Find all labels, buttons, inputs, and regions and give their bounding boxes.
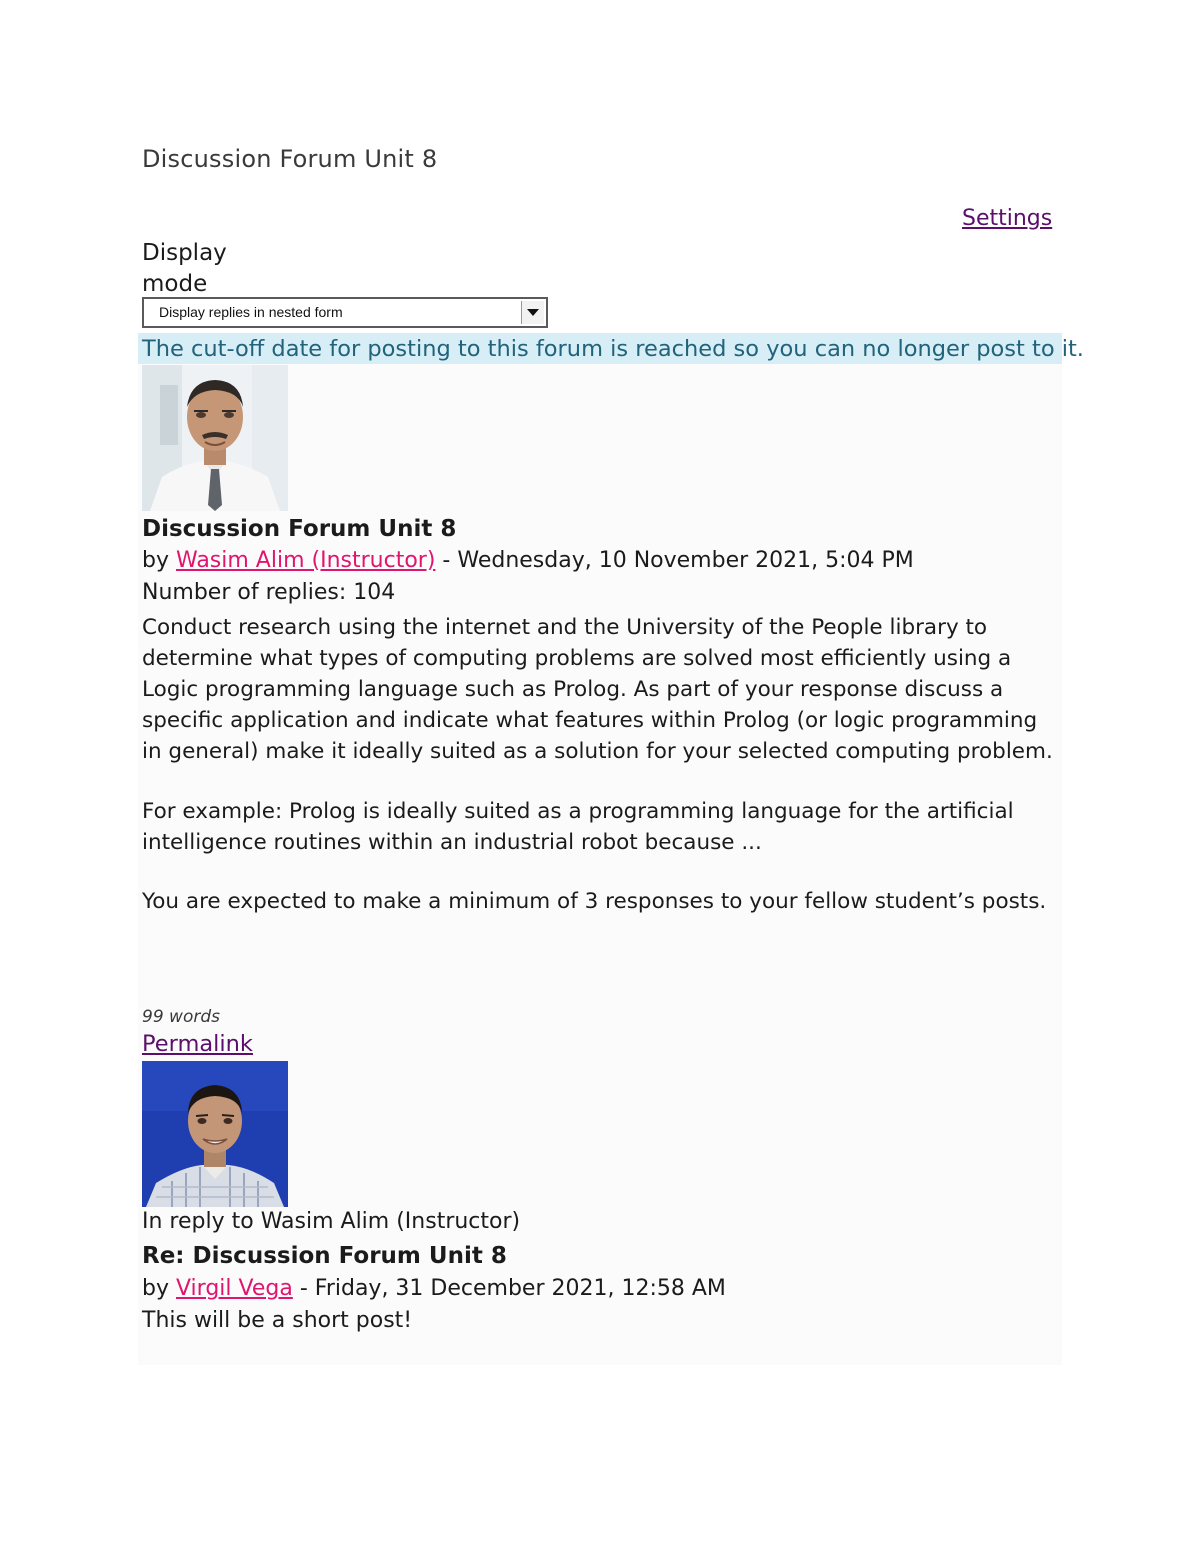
reply-title: Re: Discussion Forum Unit 8 bbox=[142, 1243, 507, 1269]
by-prefix: by bbox=[142, 1276, 176, 1301]
chevron-down-icon bbox=[527, 309, 539, 316]
post-body-paragraph: You are expected to make a minimum of 3 responses to your fellow student’s posts. bbox=[142, 889, 1047, 914]
student-avatar bbox=[142, 1061, 288, 1207]
date-separator: - bbox=[435, 548, 458, 573]
reply-body: This will be a short post! bbox=[142, 1308, 413, 1333]
page-title: Discussion Forum Unit 8 bbox=[142, 145, 438, 173]
reply-byline bbox=[142, 1276, 726, 1301]
instructor-avatar bbox=[142, 365, 288, 511]
author-link[interactable]: Wasim Alim (Instructor) bbox=[175, 548, 436, 573]
date-separator: - bbox=[292, 1276, 315, 1301]
cutoff-notice: The cut-off date for posting to this forum is reached so you can no longer post to it. bbox=[138, 333, 1062, 364]
settings-link[interactable]: Settings bbox=[962, 206, 1053, 231]
in-reply-to: In reply to Wasim Alim (Instructor) bbox=[142, 1209, 521, 1234]
post-title: Discussion Forum Unit 8 bbox=[142, 516, 457, 542]
post-byline bbox=[142, 548, 914, 573]
permalink-link[interactable]: Permalink bbox=[142, 1031, 253, 1057]
display-mode-label bbox=[142, 238, 227, 300]
replies-count: Number of replies: 104 bbox=[142, 580, 396, 605]
display-mode-label-line2: mode bbox=[142, 271, 208, 297]
post-date: Wednesday, 10 November 2021, 5:04 PM bbox=[457, 548, 914, 573]
author-link[interactable]: Virgil Vega bbox=[175, 1276, 293, 1301]
reply-date: Friday, 31 December 2021, 12:58 AM bbox=[314, 1276, 726, 1301]
by-prefix: by bbox=[142, 548, 176, 573]
dropdown-button[interactable] bbox=[521, 301, 544, 324]
display-mode-select[interactable] bbox=[142, 297, 548, 328]
post-body-paragraph: Conduct research using the internet and the University of the People library to determine what types of computing problems are solved most efficiently using a Logic programming language such as Prolog. As part of your response discuss a specific application and indicate what features within Prolog (or logic programming in general) make it ideally suited as a solution for your selected computing problem. bbox=[142, 615, 1053, 764]
word-count: 99 words bbox=[142, 1007, 220, 1027]
display-mode-selected-value: Display replies in nested form bbox=[159, 304, 343, 320]
display-mode-label-line1: Display bbox=[142, 240, 227, 266]
post-body-paragraph: For example: Prolog is ideally suited as a programming language for the artificial intelligence routines within an industrial robot because ... bbox=[142, 799, 1014, 855]
